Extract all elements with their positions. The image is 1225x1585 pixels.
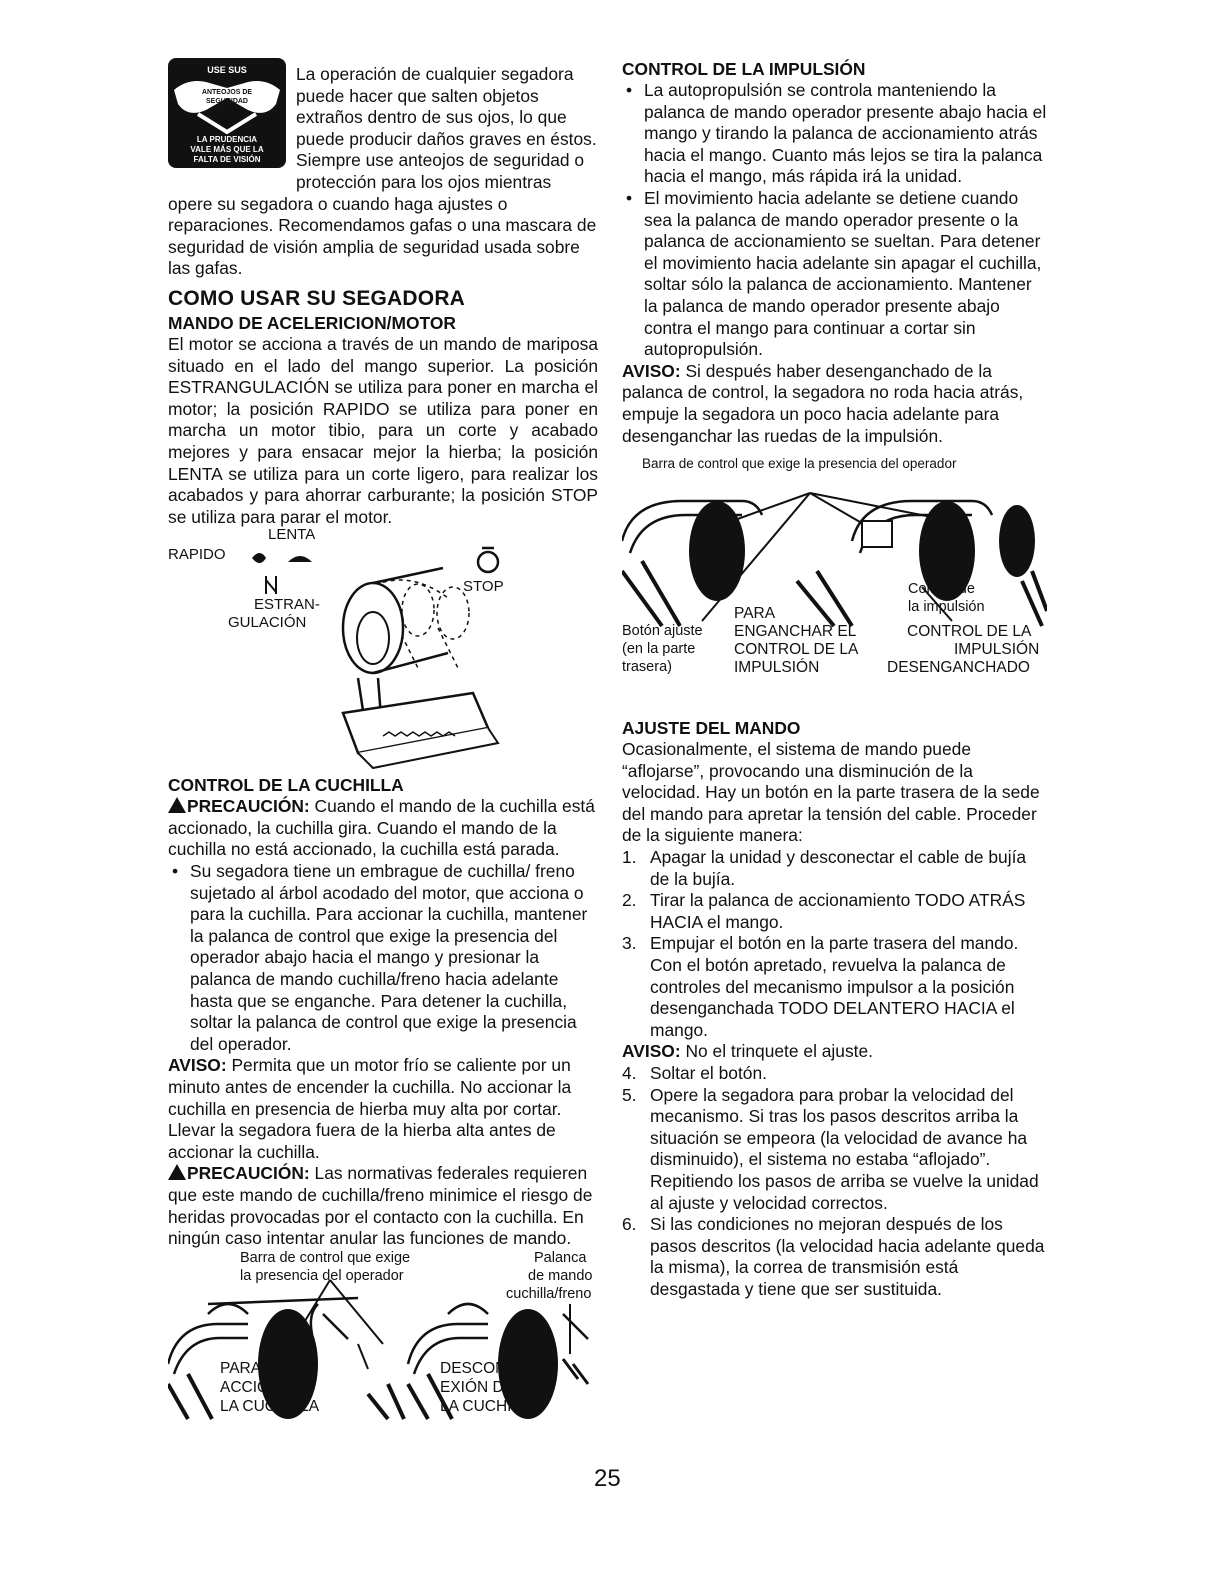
disengaged-label-1: CONTROL DE LA: [907, 623, 1032, 641]
disengaged-label-2: IMPULSIÓN: [954, 641, 1040, 659]
svg-text:ANTEOJOS DE: ANTEOJOS DE: [201, 89, 253, 96]
right-column: [622, 58, 1047, 1301]
engage-label-1: PARA: [220, 1359, 262, 1377]
warning-icon: [168, 797, 186, 813]
safety-glasses-badge: [168, 58, 286, 168]
aviso-drive: AVISO: Si después haber desenganchado de la palanca de control, la segadora no roda hacia atrás, empuje la segadora un poco hacia adelante para desenganchar las ruedas de la impulsión.: [622, 360, 1024, 446]
rapido-label: RAPIDO: [168, 546, 226, 564]
step-number: 4.: [622, 1063, 637, 1083]
disengaged-label-3: DESENGANCHADO: [887, 659, 1030, 677]
throttle-lever-illustration: [168, 528, 598, 774]
warning-icon: [168, 1164, 186, 1180]
adjustment-heading: AJUSTE DEL MANDO: [622, 718, 801, 739]
step-text: Opere la segadora para probar la velocidad del mecanismo. Si tras los pasos descritos arriba la situación se empeora (la velocidad de avance ha disminuido), el sistema no estaba “aflojado”. Repitiendo los pasos de arriba se vuelve la unidad al ajuste y velocidad correctos.: [650, 1084, 1039, 1213]
aviso-adjust: AVISO: No el trinquete el ajuste.: [622, 1041, 874, 1062]
button-label-2: (en la parte: [622, 641, 696, 658]
step-number: 6.: [622, 1214, 637, 1235]
lenta-label: LENTA: [268, 526, 316, 544]
lever-label-3: cuchilla/freno: [506, 1285, 592, 1302]
list-item: • El movimiento hacia adelante se detiene cuando sea la palanca de mando operador presente o la palanca de accionamiento se sueltan. Para detener el movimiento hacia adelante sin apagar el cuchilla, soltar sólo la palanca de accionamiento. Mantener la palanca de mando operador presente abajo contra el mango para continuar a cortar sin autopropulsión.: [622, 188, 1047, 361]
button-label-3: trasera): [622, 659, 672, 676]
adjustment-steps-continued: [622, 1063, 1047, 1301]
disengage-label-3: LA CUCHILLA: [440, 1397, 540, 1415]
disengage-label-2: EXIÓN DE: [440, 1378, 515, 1396]
step-item: [622, 1214, 1047, 1300]
operator-bar-caption: Barra de control que exige la presencia del operador: [642, 456, 957, 472]
safety-intro-text: La operación de cualquier segadora puede hacer que salten objetos extraños dentro de sus ojos, lo que puede producir daños graves en éstos. Siempre use anteojos de seguridad o protección para los ojos mientras opere su segadora o cuando haga ajustes o reparaciones. Recomendamos gafas o una mascara de seguridad de visión amplia de seguridad usada sobre las gafas.: [168, 64, 597, 279]
button-label-1: Botón ajuste: [622, 623, 703, 640]
aviso-1: AVISO: Permita que un motor frío se caliente por un minuto antes de encender la cuchilla. No accionar la cuchilla en presencia de hierba muy alta por cortar. Llevar la segadora fuera de la hierba alta antes de accionar la cuchilla.: [168, 1055, 572, 1162]
adjustment-steps: [622, 847, 1047, 1041]
drive-control-figure: [622, 456, 1047, 717]
engage-label-2: ACCIONAR: [220, 1378, 302, 1396]
drive-bullets: [622, 80, 1047, 361]
stop-label: STOP: [463, 578, 504, 596]
caution-2: PRECAUCIÓN: Las normativas federales requieren que este mando de cuchilla/freno minimice el riesgo de heridas provocadas por el contacto con la cuchilla. En ningún caso intentar anular las funciones de mando.: [168, 1163, 593, 1249]
blade-control-heading: CONTROL DE LA CUCHILLA: [168, 775, 404, 796]
section-title: COMO USAR SU SEGADORA: [168, 286, 466, 310]
blade-bullets: [168, 861, 598, 1055]
estran-label-1: ESTRAN-: [254, 596, 320, 614]
drive-ctrl-label-2: la impulsión: [908, 599, 985, 616]
svg-text:FALTA DE VISIÓN: FALTA DE VISIÓN: [193, 155, 261, 164]
engage-label-1: ENGANCHAR EL: [734, 623, 857, 641]
step-text: Soltar el botón.: [650, 1063, 767, 1083]
step-item: [622, 1063, 1047, 1085]
drive-control-heading: CONTROL DE LA IMPULSIÓN: [622, 59, 866, 79]
step-item: [622, 1085, 1047, 1215]
step-number: 5.: [622, 1084, 637, 1105]
svg-text:LA PRUDENCIA: LA PRUDENCIA: [196, 135, 258, 144]
step-number: 1.: [622, 847, 637, 868]
lever-label-2: de mando: [528, 1267, 593, 1284]
engage-para-label: PARA: [734, 605, 776, 623]
step-text: Empujar el botón en la parte trasera del mando. Con el botón apretado, revuelva la palanca de controles del mecanismo impulsor a la posición desenganchada TODO DELANTERO HACIA el mango.: [650, 933, 1019, 1040]
step-text: Apagar la unidad y desconectar el cable de bujía de la bujía.: [650, 847, 1027, 889]
rabbit-icon: [252, 553, 266, 563]
step-number: 3.: [622, 933, 637, 954]
adjustment-text: Ocasionalmente, el sistema de mando puede “aflojarse”, provocando una disminución de la velocidad. Hay un botón en la parte trasera de la sede del mando para apretar la tensión del cable. Proceder de la siguiente manera:: [622, 739, 1040, 846]
estran-label-2: GULACIÓN: [228, 614, 307, 632]
engage-label-2: CONTROL DE LA: [734, 641, 859, 659]
safety-glasses-icon: [168, 58, 286, 168]
step-text: Si las condiciones no mejoran después de los pasos descritos (la velocidad hacia adelante queda la misma), la correa de transmisión está desgastada y tiene que ser sustituida.: [650, 1214, 1045, 1299]
step-text: Tirar la palanca de accionamiento TODO ATRÁS HACIA el mango.: [650, 890, 1026, 932]
step-item: [622, 933, 1047, 1041]
step-number: 2.: [622, 890, 637, 911]
step-item: [622, 847, 1047, 890]
step-item: [622, 890, 1047, 933]
list-item: • Su segadora tiene un embrague de cuchilla/ freno sujetado al árbol acodado del motor, que acciona o para la cuchilla. Para accionar la cuchilla, mantener la palanca de control que exige la presencia del operador abajo hacia el mango y presionar la palanca de mando cuchilla/freno hacia adelante hasta que se enganche. Para detener la cuchilla, soltar la palanca de control que exige la presencia del operador.: [168, 861, 598, 1055]
choke-icon: [266, 576, 276, 594]
drive-ctrl-label-1: Control de: [908, 581, 975, 598]
throttle-text: El motor se acciona a través de un mando de mariposa situado en el lado del mango superior. La posición ESTRANGULACIÓN se utiliza para poner en marcha el motor; la posición RAPIDO se utiliza para poner en marcha un motor tibio, para un corte y acabado mejores y para ensacar mejor la hierba; la posición LENTA se utiliza para un corte ligero, para realizar los acabados y para ahorrar carburante; la posición STOP se utiliza para parar el motor.: [168, 333, 598, 527]
list-item: • La autopropulsión se controla manteniendo la palanca de mando operador presente abajo hacia el mango y tirando la palanca de accionamiento atrás hacia el mango. Cuanto más lejos se tira la palanca hacia el mango, más rápida irá la unidad.: [622, 80, 1047, 188]
blade-control-figure: [168, 1249, 598, 1424]
svg-text:VALE MÁS QUE LA: VALE MÁS QUE LA: [190, 145, 264, 154]
turtle-icon: [288, 556, 312, 562]
drive-control-illustration: [622, 461, 1047, 717]
svg-text:USE SUS: USE SUS: [207, 65, 247, 75]
operator-bar-label-1: Barra de control que exige: [240, 1249, 411, 1266]
engage-label-3: LA CUCHILLA: [220, 1397, 320, 1415]
disengage-label-1: DESCON-: [440, 1359, 512, 1377]
caution-1: PRECAUCIÓN: Cuando el mando de la cuchilla está accionado, la cuchilla gira. Cuando el mando de la cuchilla no está accionado, la cuchilla está parada.: [168, 796, 595, 860]
throttle-heading: MANDO DE ACELERICION/MOTOR: [168, 312, 456, 333]
operator-bar-label-2: la presencia del operador: [240, 1267, 404, 1284]
svg-text:SEGURIDAD: SEGURIDAD: [205, 98, 249, 105]
throttle-figure: [168, 528, 598, 774]
lever-label-1: Palanca: [534, 1249, 587, 1266]
page-number: 25: [594, 1465, 621, 1492]
left-column: [168, 58, 598, 1424]
stop-icon: [478, 552, 498, 572]
engage-label-3: IMPULSIÓN: [734, 659, 820, 677]
